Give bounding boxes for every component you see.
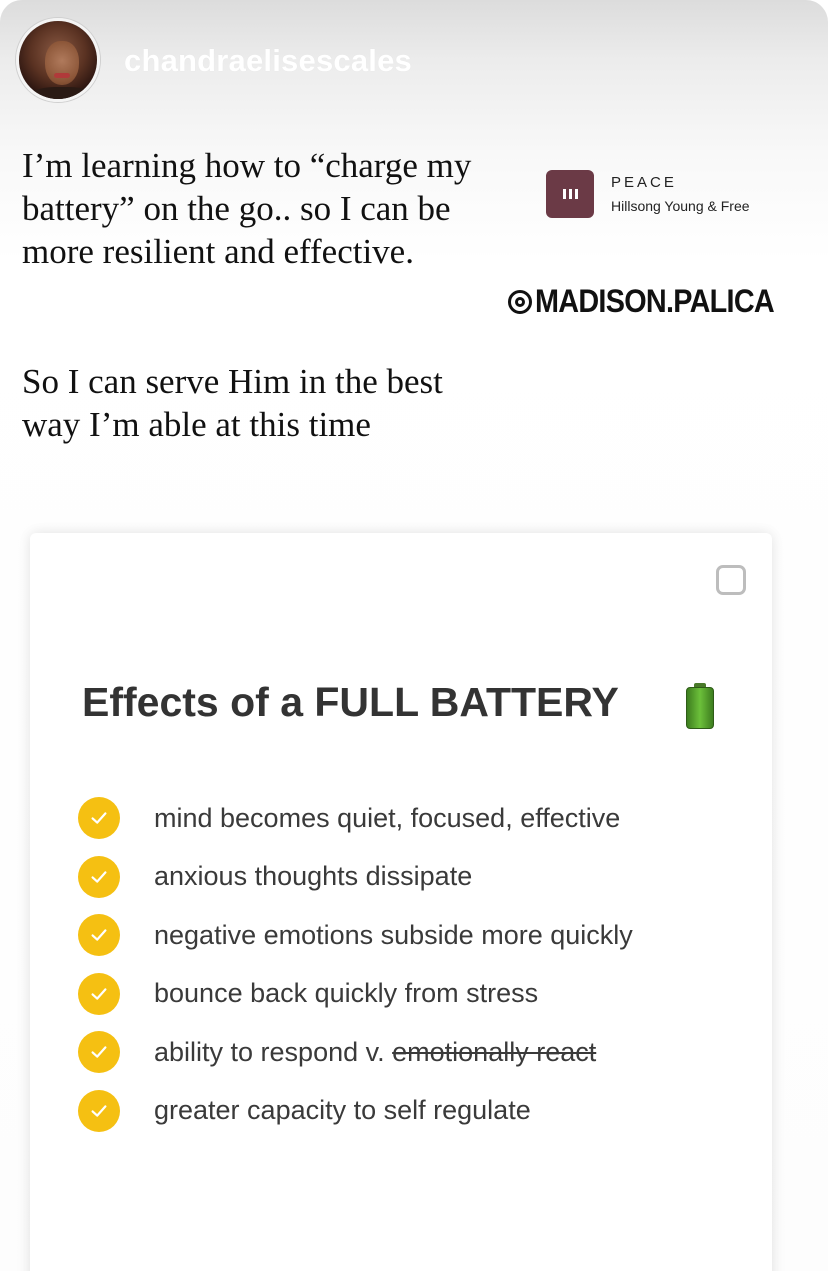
list-item-text: mind becomes quiet, focused, effective xyxy=(154,802,621,833)
list-item-text: ability to respond v. emotionally react xyxy=(154,1036,597,1067)
list-item-text: anxious thoughts dissipate xyxy=(154,861,473,892)
list-item xyxy=(78,1082,738,1141)
mention-handle: MADISON.PALICA xyxy=(535,283,774,319)
profile-avatar[interactable] xyxy=(16,18,100,102)
check-circle-icon xyxy=(78,1031,120,1073)
caption-paragraph-1: I’m learning how to “charge my battery” on the go.. so I can be more resilient and effective. xyxy=(22,146,472,271)
list-item xyxy=(78,965,738,1024)
avatar-shirt xyxy=(27,87,97,102)
effects-list xyxy=(78,789,738,1140)
check-circle-icon xyxy=(78,914,120,956)
music-album-art[interactable] xyxy=(546,170,594,218)
check-circle-icon xyxy=(78,856,120,898)
check-circle-icon xyxy=(78,1090,120,1132)
mention-sticker[interactable] xyxy=(508,283,801,320)
check-circle-icon xyxy=(78,797,120,839)
instagram-mention-icon xyxy=(508,290,532,314)
list-item-text: bounce back quickly from stress xyxy=(154,978,539,1009)
struck-text: emotionally react xyxy=(392,1036,597,1067)
avatar-lips xyxy=(54,73,70,78)
music-title[interactable]: PEACE xyxy=(611,174,677,191)
check-circle-icon xyxy=(78,973,120,1015)
music-bars-icon xyxy=(563,189,578,199)
caption-paragraph-2: So I can serve Him in the best way I’m able at this time xyxy=(22,362,443,444)
list-item xyxy=(78,906,738,965)
list-item-text: greater capacity to self regulate xyxy=(154,1095,531,1126)
battery-icon xyxy=(684,683,716,729)
list-item xyxy=(78,1023,738,1082)
card-title: Effects of a FULL BATTERY xyxy=(82,679,619,725)
music-artist[interactable]: Hillsong Young & Free xyxy=(611,198,750,214)
username[interactable]: chandraelisescales xyxy=(124,43,412,78)
avatar-face xyxy=(45,41,79,85)
list-item xyxy=(78,848,738,907)
list-item-text: negative emotions subside more quickly xyxy=(154,919,633,950)
list-item xyxy=(78,789,738,848)
checkbox-icon xyxy=(716,565,746,595)
shared-post-card[interactable] xyxy=(30,533,772,1271)
